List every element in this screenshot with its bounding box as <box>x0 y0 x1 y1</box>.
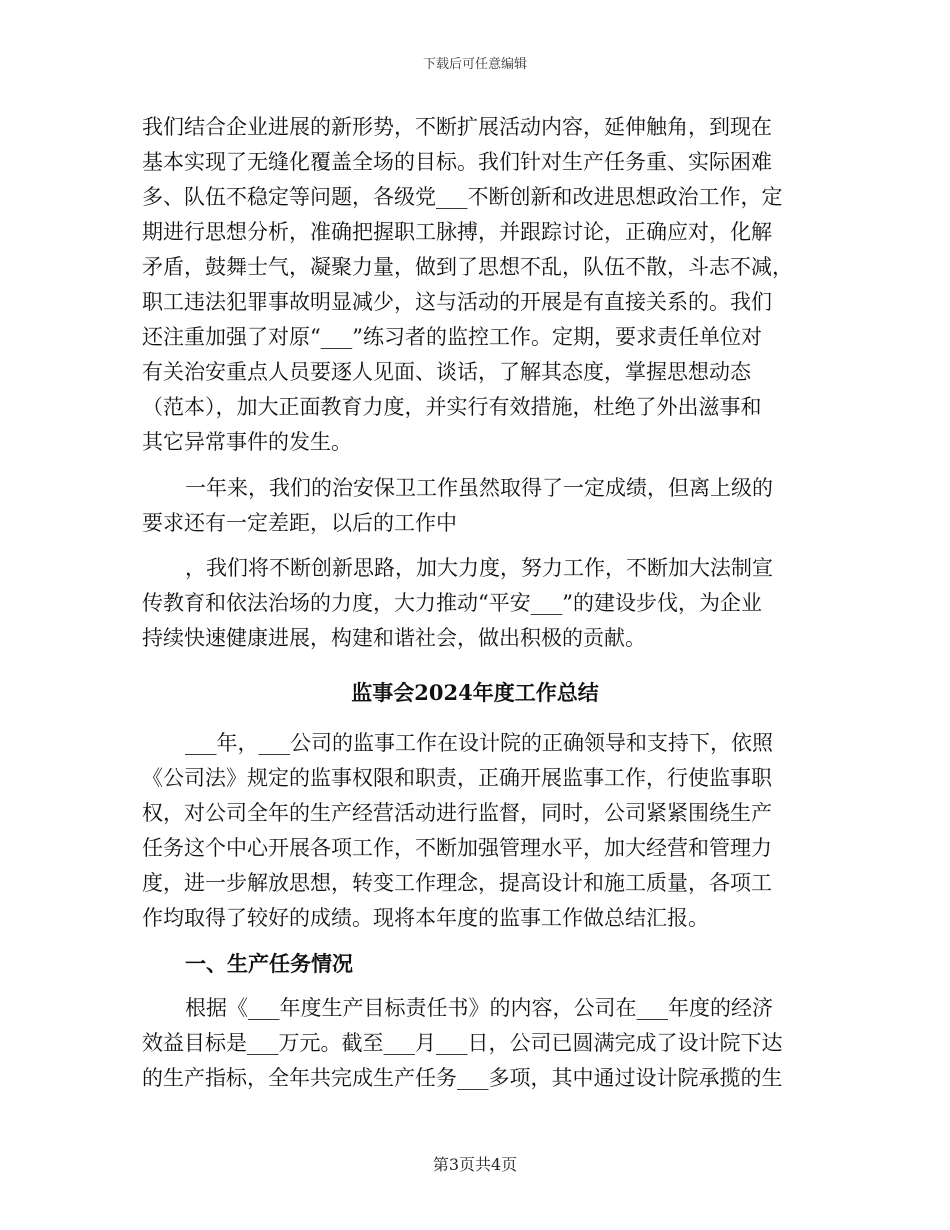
paragraph-line: 多、队伍不稳定等问题，各级党___不断创新和改进思想政治工作，定 <box>142 185 783 209</box>
document-title: 监事会2024年度工作总结 <box>351 680 599 705</box>
page-footer: 第3页共4页 <box>432 1155 518 1174</box>
paragraph-line: （范本），加大正面教育力度，并实行有效措施，杜绝了外出滋事和 <box>142 395 762 419</box>
paragraph-line: 基本实现了无缝化覆盖全场的目标。我们针对生产任务重、实际困难 <box>142 150 772 174</box>
paragraph-line: 持续快速健康进展，构建和谐社会，做出积极的贡献。 <box>142 626 646 650</box>
paragraph-line: ，我们将不断创新思路，加大力度，努力工作，不断加大法制宣 <box>185 556 773 580</box>
section-heading: 一、生产任务情况 <box>185 951 353 976</box>
paragraph-line: 我们结合企业进展的新形势，不断扩展活动内容，延伸触角，到现在 <box>142 115 772 139</box>
paragraph-line: 有关治安重点人员要逐人见面、谈话，了解其态度，掌握思想动态 <box>142 360 751 384</box>
paragraph-line: 期进行思想分析，准确把握职工脉搏，并跟踪讨论，正确应对，化解 <box>142 220 772 244</box>
paragraph-line: 根据《___年度生产目标责任书》的内容，公司在___年度的经济 <box>185 996 773 1020</box>
paragraph-line: 作均取得了较好的成绩。现将本年度的监事工作做总结汇报。 <box>142 906 709 930</box>
paragraph-line: 职工违法犯罪事故明显减少，这与活动的开展是有直接关系的。我们 <box>142 290 772 314</box>
paragraph-line: 《公司法》规定的监事权限和职责，正确开展监事工作，行使监事职 <box>142 766 772 790</box>
paragraph-line: 任务这个中心开展各项工作，不断加强管理水平，加大经营和管理力 <box>142 836 772 860</box>
paragraph-line: 其它异常事件的发生。 <box>142 430 352 454</box>
paragraph-line: 传教育和依法治场的力度，大力推动“平安___”的建设步伐，为企业 <box>142 591 762 615</box>
paragraph-line: 还注重加强了对原“___”练习者的监控工作。定期，要求责任单位对 <box>142 325 762 349</box>
paragraph-line: 矛盾，鼓舞士气，凝聚力量，做到了思想不乱，队伍不散，斗志不减， <box>142 255 793 279</box>
paragraph-line: 要求还有一定差距，以后的工作中 <box>142 511 457 535</box>
page-header: 下载后可任意编辑 <box>422 57 527 72</box>
paragraph-line: 一年来，我们的治安保卫工作虽然取得了一定成绩，但离上级的 <box>185 476 773 500</box>
paragraph-line: 度，进一步解放思想，转变工作理念，提高设计和施工质量，各项工 <box>142 871 772 895</box>
paragraph-line: 效益目标是___万元。截至___月___日，公司已圆满完成了设计院下达 <box>142 1031 783 1055</box>
paragraph-line: 的生产指标，全年共完成生产任务___多项，其中通过设计院承揽的生 <box>142 1066 783 1090</box>
paragraph-line: ___年，___公司的监事工作在设计院的正确领导和支持下，依照 <box>185 731 773 755</box>
paragraph-line: 权，对公司全年的生产经营活动进行监督，同时，公司紧紧围绕生产 <box>142 801 772 825</box>
